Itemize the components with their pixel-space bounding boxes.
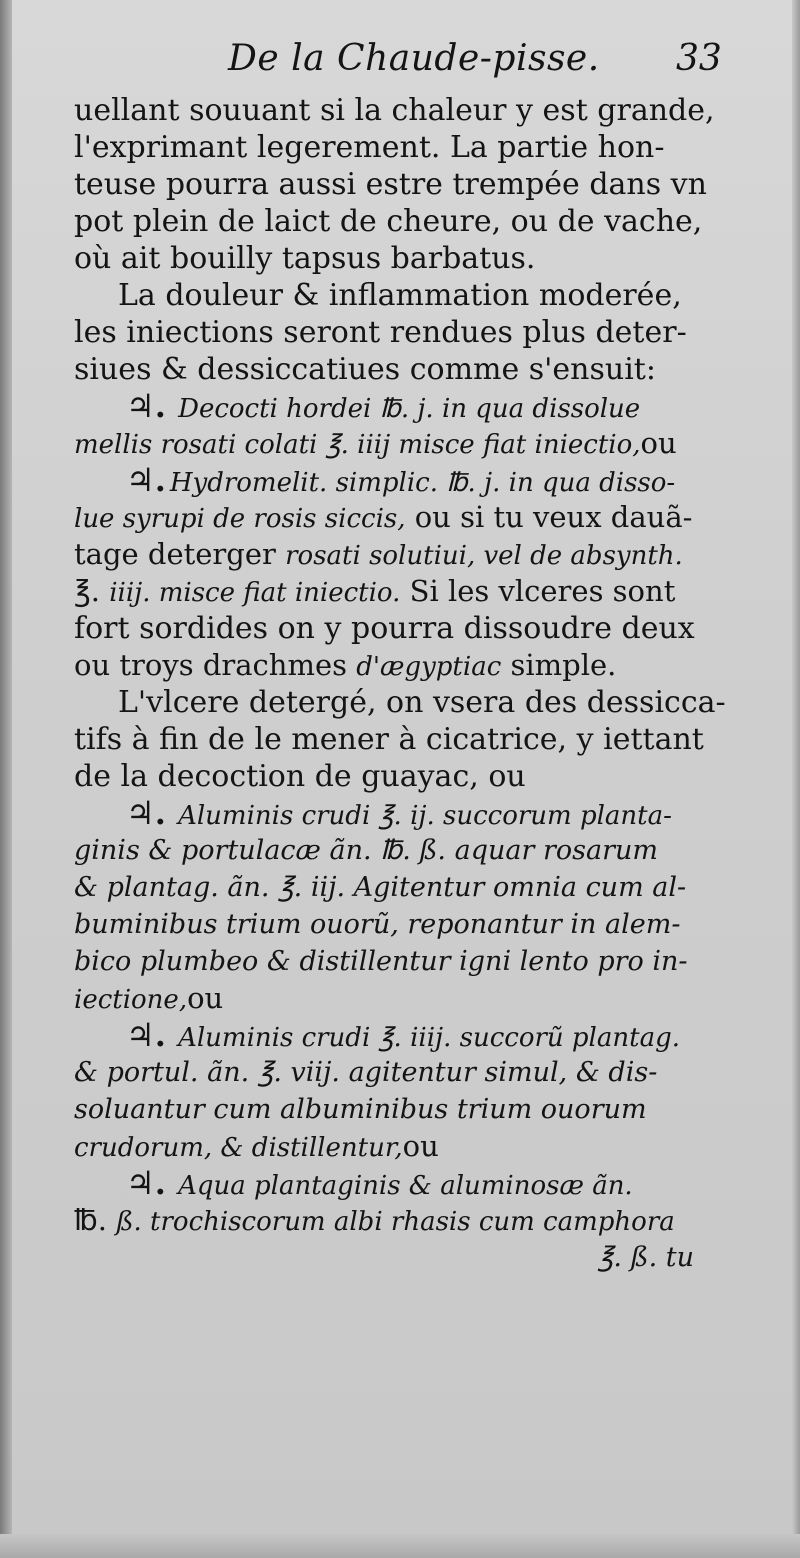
text-line: uellant souuant si la chaleur y est grande, [74,93,715,128]
body-text [74,92,734,1276]
page-edge-right [792,0,800,1558]
page-edge-left [0,0,12,1558]
text-line: ou troys drachmes d'ægyptiac simple. [74,648,617,682]
recipe-line: buminibus trium ouorũ, reponantur in alem- [74,909,681,940]
recipe-line: tage deterger rosati solutiui, vel de absynth. [74,537,683,571]
recipe-line: & plantag. ãn. ℥. iij. Agitentur omnia cum al- [74,872,687,903]
recipe-line: ♃. Decocti hordei ℔. j. in qua dissolue [126,388,641,425]
text-line: L'vlcere detergé, on vsera des dessicca- [118,685,726,720]
recipe-symbol: ♃. [126,462,166,499]
recipe-line: & portul. ãn. ℥. viij. agitentur simul, & dis- [74,1057,658,1088]
text-line: l'exprimant legerement. La partie hon- [74,130,665,165]
recipe-line: ℔. ß. trochiscorum albi rhasis cum camphora [74,1203,675,1237]
recipe-line: ginis & portulacæ ãn. ℔. ß. aquar rosarum [74,835,658,866]
text-line: de la decoction de guayac, ou [74,759,526,794]
text-line: La douleur & inflammation moderée, [118,278,682,313]
recipe-symbol: ♃. [126,388,166,425]
recipe-line: iectione,ou [74,981,224,1015]
recipe-line: ♃. Aqua plantaginis & aluminosæ ãn. [126,1165,633,1202]
text-line: les iniections seront rendues plus deter- [74,315,687,350]
text-line: pot plein de laict de cheure, ou de vache, [74,204,703,239]
recipe-line: bico plumbeo & distillentur igni lento pro in- [74,946,688,977]
recipe-line: soluantur cum albuminibus trium ouorum [74,1094,647,1125]
page-header [0,30,800,90]
catchword: ℥. ß. tu [597,1242,694,1273]
text-line: tifs à fin de le mener à cicatrice, y iettant [74,722,704,757]
recipe-symbol: ♃. [126,795,166,832]
text-line: siues & dessiccatiues comme s'ensuit: [74,352,656,387]
recipe-line: crudorum, & distillentur,ou [74,1129,439,1163]
recipe-line: lue syrupi de rosis siccis, ou si tu veux dauã- [74,500,693,534]
text-line: fort sordides on y pourra dissoudre deux [74,611,695,646]
recipe-symbol: ♃. [126,1017,166,1054]
page-number: 33 [676,38,722,79]
text-line: teuse pourra aussi estre trempée dans vn [74,167,707,202]
running-head: De la Chaude-pisse. [228,38,600,79]
text-line: où ait bouilly tapsus barbatus. [74,241,536,276]
recipe-line: ℥. iiij. misce fiat iniectio. Si les vlceres sont [74,574,676,608]
recipe-line: mellis rosati colati ℥. iiij misce fiat iniectio,ou [74,426,677,460]
page-edge-bottom [0,1534,800,1558]
recipe-line: ♃. Aluminis crudi ℥. iiij. succorũ plantag. [126,1017,680,1054]
recipe-symbol: ♃. [126,1165,166,1202]
recipe-line: ♃. Aluminis crudi ℥. ij. succorum planta- [126,795,672,832]
recipe-line: ♃. Hydromelit. simplic. ℔. j. in qua disso- [126,462,676,499]
